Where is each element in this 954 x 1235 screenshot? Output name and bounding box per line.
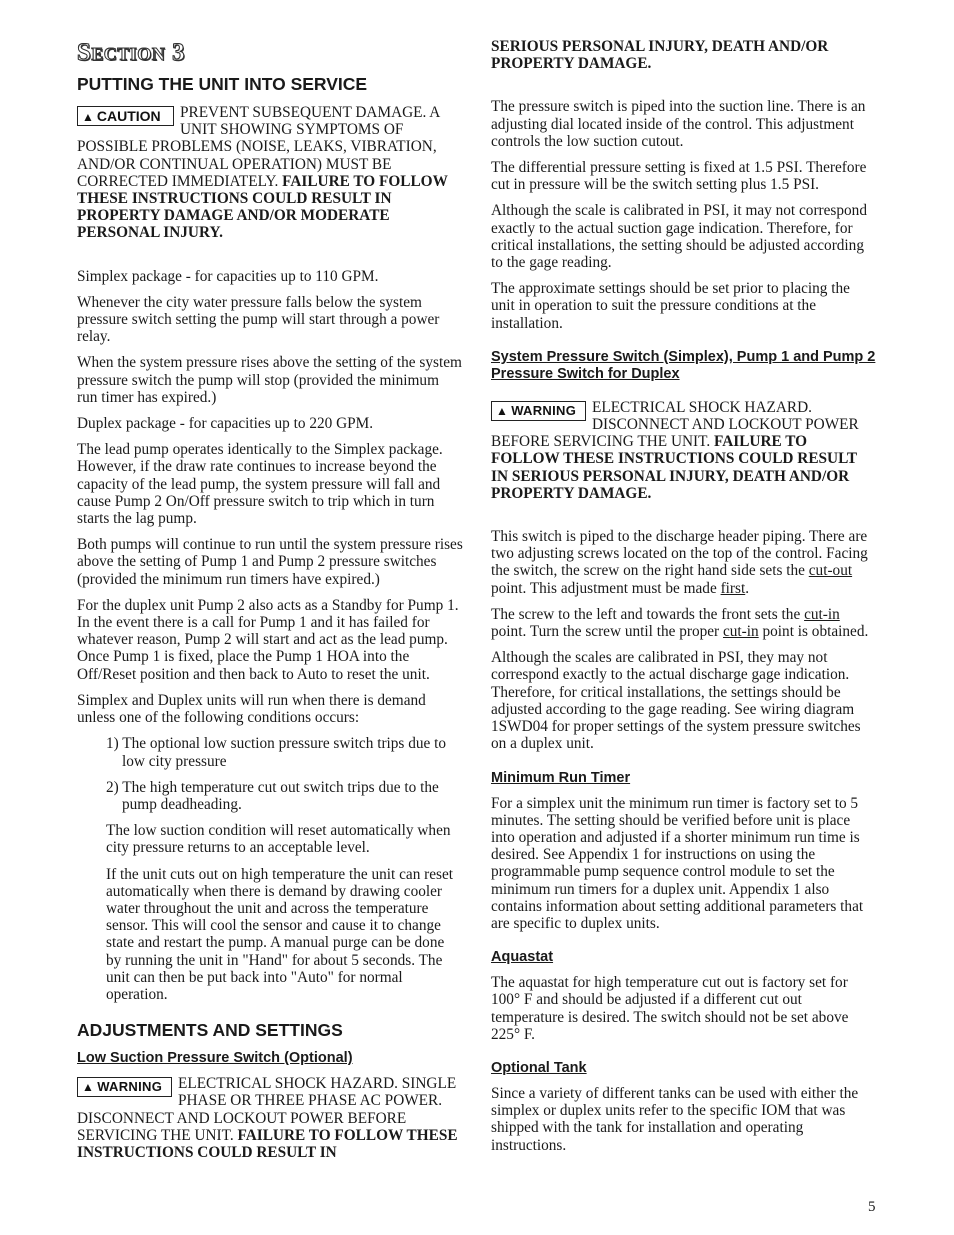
- warning-triangle-icon: ▲: [82, 1080, 95, 1095]
- list-item: 1) The optional low suction pressure switch trips due to low city pressure: [106, 735, 447, 770]
- heading-putting-into-service: PUTTING THE UNIT INTO SERVICE: [77, 74, 368, 94]
- heading-adjustments: ADJUSTMENTS AND SETTINGS: [77, 1020, 343, 1041]
- paragraph: When the system pressure rises above the setting of the system pressure switch the pump will stop (provided the minimum run timer has expired.): [77, 354, 462, 406]
- heading-aquastat: Aquastat: [491, 949, 554, 966]
- warning-badge: ▲ WARNING: [491, 401, 586, 421]
- heading-minimum-run-timer: Minimum Run Timer: [491, 769, 631, 786]
- warning-notice: ▲ WARNING ELECTRICAL SHOCK HAZARD. SINGLE PHASE OR THREE PHASE AC POWER. DISCONNECT AND LOCKOUT POWER BEFORE SERVICING THE UNIT. FAILURE TO FOLLOW THESE INSTRUCTIONS COULD RESULT IN: [77, 1075, 458, 1161]
- paragraph: Duplex package - for capacities up to 220 GPM.: [77, 415, 374, 433]
- caution-badge: ▲ CAUTION: [77, 106, 174, 126]
- warning-notice: ▲ WARNING ELECTRICAL SHOCK HAZARD. DISCONNECT AND LOCKOUT POWER BEFORE SERVICING THE UNIT. FAILURE TO FOLLOW THESE INSTRUCTIONS COULD RESULT IN SERIOUS PERSONAL INJURY, DEATH AND/OR PROPERTY DAMAGE.: [491, 398, 859, 502]
- paragraph: For a simplex unit the minimum run timer is factory set to 5 minutes. The setting should be verified before unit is place into operation and adjusted if a shorter minimum run time is desired. See Appendix 1 for instructions on using the programmable pump sequence control module to set the minimum run timers for a duplex unit. Appendix 1 also contains information about setting additional parameters that are specific to duplex units.: [491, 794, 864, 932]
- heading-optional-tank: Optional Tank: [491, 1059, 587, 1076]
- right-column: [491, 38, 877, 1163]
- warning-triangle-icon: ▲: [82, 110, 94, 124]
- paragraph: The approximate settings should be set prior to placing the unit in operation to suit the pressure conditions at the installation.: [491, 280, 850, 332]
- paragraph: The screw to the left and towards the front sets the cut-in point. Turn the screw until the proper cut-in point is obtained.: [491, 605, 869, 641]
- warning-badge: ▲ WARNING: [77, 1077, 172, 1097]
- paragraph: The lead pump operates identically to the Simplex package. However, if the draw rate continues to increase beyond the capacity of the lead pump, the system pressure will fall and cause Pump 2 On/Off pressure switch to trip which in turn starts the lag pump.: [77, 441, 443, 528]
- warning-notice-continued: SERIOUS PERSONAL INJURY, DEATH AND/OR PROPERTY DAMAGE.: [491, 38, 829, 73]
- warning-triangle-icon: ▲: [496, 403, 509, 418]
- paragraph: Although the scales are calibrated in PSI, they may not correspond exactly to the actual discharge gage indication. Therefore, for critical installations, the settings should be adjusted according to the gage reading. See wiring diagram 1SWD04 for proper settings of the system pressure switches on a duplex unit.: [491, 649, 861, 753]
- paragraph: Simplex and Duplex units will run when there is demand unless one of the following conditions occurs:: [77, 691, 426, 727]
- paragraph: The low suction condition will reset automatically when city pressure returns to an acceptable level.: [106, 822, 451, 857]
- paragraph: Since a variety of different tanks can be used with either the simplex or duplex units refer to the specific IOM that was shipped with the tank for installation and operating instructions.: [491, 1084, 859, 1154]
- page-number: 5: [868, 1199, 876, 1215]
- paragraph: Simplex package - for capacities up to 110 GPM.: [77, 267, 379, 285]
- paragraph: Both pumps will continue to run until the system pressure rises above the setting of Pump 1 and Pump 2 pressure switches (provided the minimum run timers have expired.): [77, 536, 463, 588]
- paragraph: The differential pressure setting is fixed at 1.5 PSI. Therefore cut in pressure will be the switch setting plus 1.5 PSI.: [491, 159, 867, 194]
- heading-low-suction-switch: Low Suction Pressure Switch (Optional): [77, 1050, 353, 1067]
- paragraph: If the unit cuts out on high temperature the unit can reset automatically when there is demand by drawing cooler water throughout the unit and across the temperature sensor. This will cool the sensor and cause it to change state and restart the pump. A manual purge can be done by running the unit in "Hand" for about 5 seconds. The unit can then be put back into "Auto" for normal operation.: [106, 865, 454, 1003]
- section-title: Section 3: [77, 39, 186, 66]
- list-item: 2) The high temperature cut out switch trips due to the pump deadheading.: [106, 778, 439, 813]
- paragraph: Whenever the city water pressure falls below the system pressure switch setting the pump will start through a power relay.: [77, 293, 440, 346]
- paragraph: This switch is piped to the discharge header piping. There are two adjusting screws located on the top of the control. Facing the switch, the screw on the right hand side sets the cut-out point. This adjustment must be made first.: [491, 528, 868, 597]
- paragraph: The aquastat for high temperature cut out is factory set for 100° F and should be adjusted if a different cut out temperature is desired. The switch should not be set above 225° F.: [491, 974, 849, 1043]
- heading-system-pressure-switch: System Pressure Switch (Simplex), Pump 1 and Pump 2 Pressure Switch for Duplex: [491, 348, 876, 382]
- caution-notice: ▲ CAUTION PREVENT SUBSEQUENT DAMAGE. A UNIT SHOWING SYMPTOMS OF POSSIBLE PROBLEMS (NOISE, LEAKS, VIBRATION, AND/OR CONTINUAL OPERATION) MUST BE CORRECTED IMMEDIATELY. FAILURE TO FOLLOW THESE INSTRUCTIONS COULD RESULT IN PROPERTY DAMAGE AND/OR MODERATE PERSONAL INJURY.: [77, 104, 448, 242]
- left-column: [77, 38, 463, 1170]
- paragraph: The pressure switch is piped into the suction line. There is an adjusting dial located inside of the control. This adjustment controls the low suction cutout.: [491, 98, 866, 150]
- paragraph: Although the scale is calibrated in PSI, it may not correspond exactly to the actual suction gage indication. Therefore, for critical installations, the setting should be adjusted according to the gage reading.: [491, 202, 867, 272]
- paragraph: For the duplex unit Pump 2 also acts as a Standby for Pump 1. In the event there is a call for Pump 1 and it has failed for whatever reason, Pump 2 will start and act as the lead pump. Once Pump 1 is fixed, place the Pump 1 HOA into the Off/Reset position and then back to Auto to reset the unit.: [77, 596, 459, 683]
